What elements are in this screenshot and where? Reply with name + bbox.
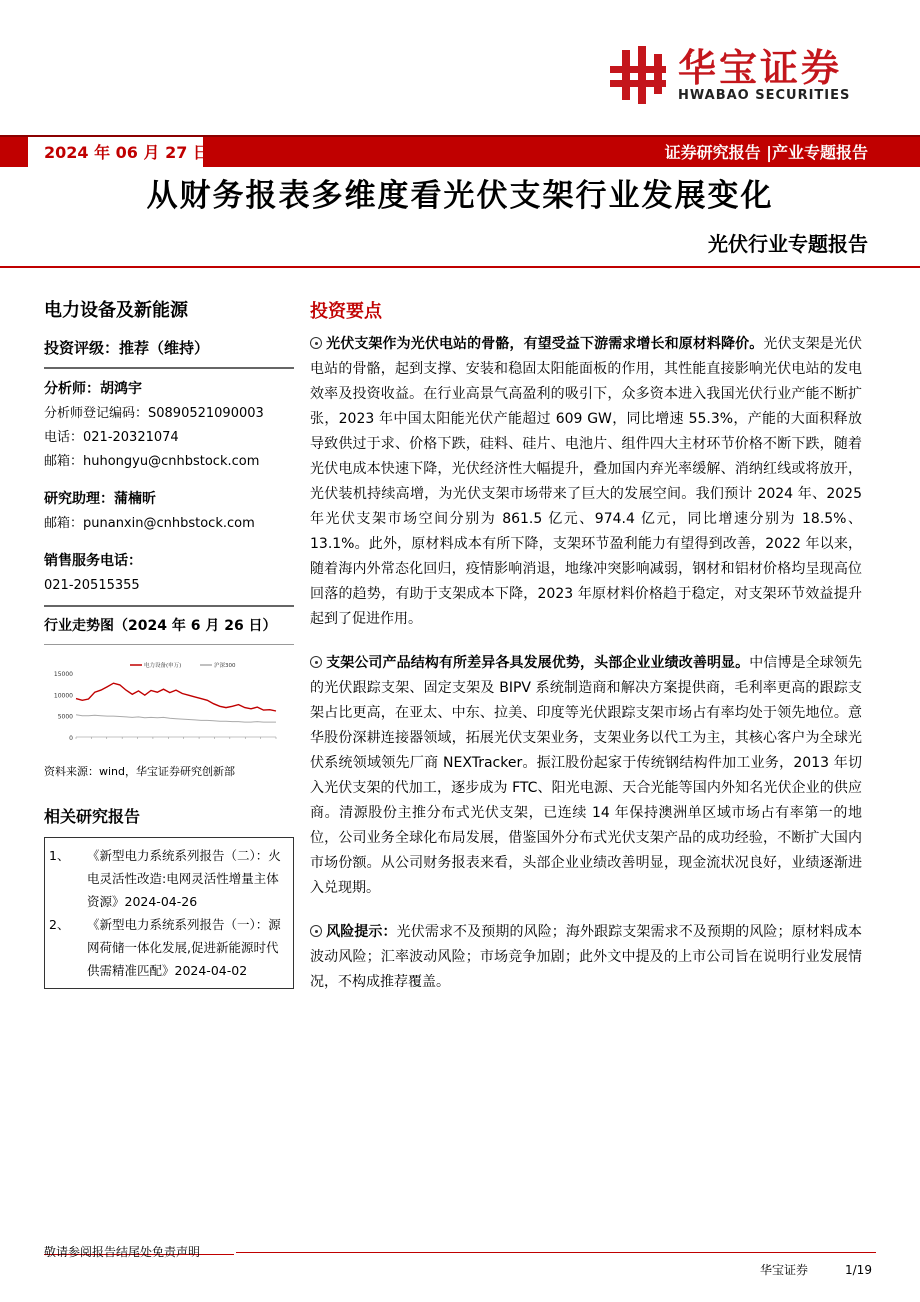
section-title: 投资要点 bbox=[310, 301, 382, 322]
sales-label: 销售服务电话： bbox=[44, 553, 142, 569]
company-logo bbox=[608, 44, 868, 106]
page-subtitle: 光伏行业专题报告 bbox=[708, 232, 868, 256]
y-tick-label: 5000 bbox=[57, 713, 73, 721]
related-reports-title: 相关研究报告 bbox=[44, 807, 141, 826]
title-divider bbox=[0, 266, 920, 268]
risk-warning: 风险提示：光伏需求不及预期的风险；海外跟踪支架需求不及预期的风险；原材料成本波动风险；汇率波动风险；市场竞争加剧；此外文中提及的上市公司旨在说明行业发展情况，不构成推荐覆盖。 bbox=[310, 924, 863, 990]
chart-title: 行业走势图（2024 年 6 月 26 日） bbox=[44, 618, 277, 634]
sidebar bbox=[44, 296, 294, 989]
date-bar bbox=[0, 135, 920, 167]
footer-disclaimer: 敬请参阅报告结尾处免责声明 bbox=[44, 1245, 201, 1259]
related-report-text: 《新型电力系统系列报告（一）：源网荷储一体化发展,促进新能源时代供需精准匹配》2024-04-02 bbox=[87, 917, 281, 978]
sector-name: 电力设备及新能源 bbox=[44, 300, 188, 321]
y-tick-label: 0 bbox=[69, 735, 73, 742]
assistant-email: 邮箱：punanxin@cnhbstock.com bbox=[44, 516, 255, 531]
sales-phone: 021-20515355 bbox=[44, 578, 140, 593]
related-report-text: 《新型电力系统系列报告（二）：火电灵活性改造:电网灵活性增量主体资源》2024-04-26 bbox=[87, 848, 281, 909]
assistant-name: 研究助理：蒲楠昕 bbox=[44, 491, 156, 507]
legend-label: 沪深300 bbox=[214, 663, 236, 669]
logo-mark-icon bbox=[608, 44, 670, 106]
related-report-item[interactable]: 1、 《新型电力系统系列报告（二）：火电灵活性改造:电网灵活性增量主体资源》2024-04-26 bbox=[49, 844, 289, 913]
main-content bbox=[310, 298, 862, 995]
bullet-icon bbox=[310, 656, 322, 668]
key-point-1: 光伏支架作为光伏电站的骨骼，有望受益下游需求增长和原材料降价。光伏支架是光伏电站的骨骼，起到支撑、安装和稳固太阳能面板的作用，其性能直接影响光伏电站的发电效率及投资收益。在行业高景气高盈利的吸引下，众多资本进入我国光伏行业产能不断扩张，2023 年中国太阳能光伏产能超过 609 GW，同比增速 55.3%，产能的大面积释放导致供过于求、价格下跌，硅料、硅片、电池片、组件四大主材环节价格不断下跌，随着光伏电成本快速下降，光伏经济性大幅提升，叠加国内弃光率缓解、消纳红线或将放开，光伏装机持续高增，为光伏支架市场带来了巨大的发展空间。我们预计 2024 年、2025 年光伏支架市场空间分别为 861.5 亿元、974.4 亿元，同比增速分别为 18.5%、13.1%。此外，原材料成本有所下降，支架环节盈利能力有望得到改善，2022 年以来，随着海内外常态化回归，疫情影响消退，地缘冲突影响减弱，钢材和铝材价格均呈现高位回落的趋势，有助于支架成本下降，2023 年原材料价格趋于稳定，对支架环节效益提升起到了促进作用。 bbox=[310, 336, 863, 627]
analyst-name: 分析师：胡鸿宇 bbox=[44, 381, 142, 397]
page-number: 1/19 bbox=[845, 1263, 872, 1277]
related-report-item[interactable]: 2、 《新型电力系统系列报告（一）：源网荷储一体化发展,促进新能源时代供需精准匹配》2024-04-02 bbox=[49, 913, 289, 982]
bullet-icon bbox=[310, 925, 322, 937]
logo-name-cn: 华宝证券 bbox=[678, 46, 843, 90]
y-tick-label: 10000 bbox=[53, 692, 73, 700]
logo-name-en: HWABAO SECURITIES bbox=[678, 88, 851, 103]
series-line bbox=[76, 715, 276, 722]
key-point-2: 支架公司产品结构有所差异各具发展优势，头部企业业绩改善明显。中信博是全球领先的光伏跟踪支架、固定支架及 BIPV 系统制造商和解决方案提供商，毛利率更高的跟踪支架占比更高，在亚太、中东、拉美、印度等光伏跟踪支架市场占有率均处于领先地位。意华股份深耕连接器领域，拓展光伏支架业务，支架业务以代工为主，其核心客户为全球光伏系统领域领先厂商 NEXTracker。振江股份起家于传统钢结构件加工业务，2013 年切入光伏支架的代加工，逐步成为 FTC、阳光电源、天合光能等国内外知名光伏企业的供应商。清源股份主推分布式光伏支架，已连续 14 年保持澳洲单区域市场占有率第一的地位，公司业务全球化布局发展，借鉴国外分布式光伏支架产品的成功经验，不断扩大国内市场份额。从公司财务报表来看，头部企业业绩改善明显，现金流状况良好，业绩逐渐进入兑现期。 bbox=[310, 655, 863, 896]
report-date: 2024 年 06 月 27 日 bbox=[44, 143, 209, 162]
footer-divider bbox=[236, 1252, 876, 1253]
series-line bbox=[76, 683, 276, 711]
investment-rating: 投资评级：推荐（维持） bbox=[44, 339, 210, 357]
analyst-phone: 电话：021-20321074 bbox=[44, 430, 179, 445]
legend-label: 电力设备(申万) bbox=[144, 663, 182, 669]
analyst-reg-code: 分析师登记编码：S0890521090003 bbox=[44, 406, 264, 421]
y-tick-label: 15000 bbox=[53, 671, 73, 678]
analyst-email: 邮箱：huhongyu@cnhbstock.com bbox=[44, 454, 260, 469]
page-title: 从财务报表多维度看光伏支架行业发展变化 bbox=[146, 178, 774, 214]
report-type: 证券研究报告 |产业专题报告 bbox=[664, 143, 868, 162]
footer-company: 华宝证券 bbox=[760, 1263, 809, 1277]
related-reports-list bbox=[44, 837, 294, 989]
bullet-icon bbox=[310, 337, 322, 349]
chart-source: 资料来源：wind，华宝证券研究创新部 bbox=[44, 765, 236, 778]
industry-trend-chart bbox=[44, 659, 280, 759]
trend-chart-svg bbox=[44, 659, 280, 759]
